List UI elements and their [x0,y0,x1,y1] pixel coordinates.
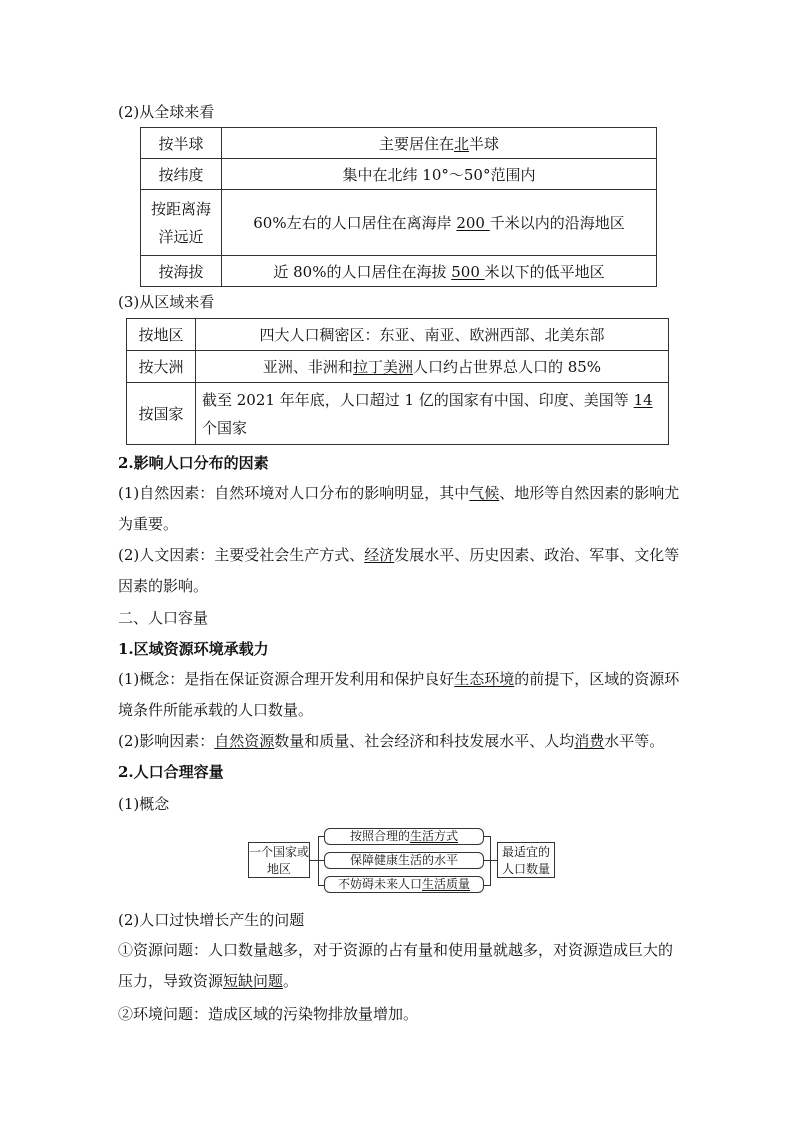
table-row [141,256,657,287]
row-key: 按纬度 [141,159,222,190]
row-value: 四大人口稠密区：东亚、南亚、欧洲西部、北美东部 [196,319,669,351]
human-factors-paragraph: (2)人文因素：主要受社会生产方式、经济发展水平、历史因素、政治、军事、文化等因素的影响。 [118,546,680,595]
row-key: 按海拔 [141,256,222,287]
diagram-box-health: 保障健康生活的水平 [324,852,484,869]
table-row [141,128,657,159]
region-heading: (3)从区域来看 [118,293,215,311]
row-key: 按地区 [127,319,196,351]
row-value: 截至 2021 年年底，人口超过 1 亿的国家有中国、印度、美国等 14个国家 [196,383,669,445]
row-value: 主要居住在北半球 [222,128,657,159]
table-row [127,351,669,383]
concept2-heading: (1)概念 [118,795,170,813]
diagram-left-box: 一个国家或地区 [248,842,310,878]
diagram-connector [310,860,318,861]
influence-paragraph: (2)影响因素：自然资源数量和质量、社会经济和科技发展水平、人均消费水平等。 [118,732,665,750]
row-value: 60%左右的人口居住在离海岸 200 千米以内的沿海地区 [222,190,657,256]
carrying-capacity-heading: 1.区域资源环境承载力 [118,640,269,658]
diagram-connector [490,836,491,886]
row-value: 集中在北纬 10°～50°范围内 [222,159,657,190]
diagram-connector [490,860,497,861]
reasonable-capacity-heading: 2.人口合理容量 [118,763,224,781]
row-key: 按国家 [127,383,196,445]
capacity-heading: 二、人口容量 [118,609,209,627]
diagram-connector [318,836,319,886]
capacity-diagram [248,826,548,894]
table-row [141,190,657,256]
concept-paragraph: (1)概念：是指在保证资源合理开发利用和保护良好生态环境的前提下，区域的资源环境条件所能承载的人口数量。 [118,670,680,719]
natural-factors-paragraph: (1)自然因素：自然环境对人口分布的影响明显，其中气候、地形等自然因素的影响尤为重要。 [118,484,680,533]
table-row [127,319,669,351]
row-key: 按距离海洋远近 [141,190,222,256]
global-heading: (2)从全球来看 [118,103,215,121]
diagram-box-lifestyle: 按照合理的生活方式 [324,828,484,845]
resource-problem-paragraph: ①资源问题：人口数量越多，对于资源的占有量和使用量就越多，对资源造成巨大的压力，导致资源短缺问题。 [118,941,674,990]
row-value: 亚洲、非洲和拉丁美洲人口约占世界总人口的 85% [196,351,669,383]
table-row [127,383,669,445]
row-value: 近 80%的人口居住在海拔 500 米以下的低平地区 [222,256,657,287]
row-key: 按半球 [141,128,222,159]
global-table [140,127,657,287]
row-key: 按大洲 [127,351,196,383]
factors-heading: 2.影响人口分布的因素 [118,454,269,472]
diagram-right-box: 最适宜的人口数量 [497,842,555,878]
diagram-box-future: 不妨碍未来人口生活质量 [324,876,484,893]
region-table [126,318,669,445]
table-row [141,159,657,190]
environment-problem-line: ②环境问题：造成区域的污染物排放量增加。 [118,1005,419,1023]
problems-heading: (2)人口过快增长产生的问题 [118,911,305,929]
